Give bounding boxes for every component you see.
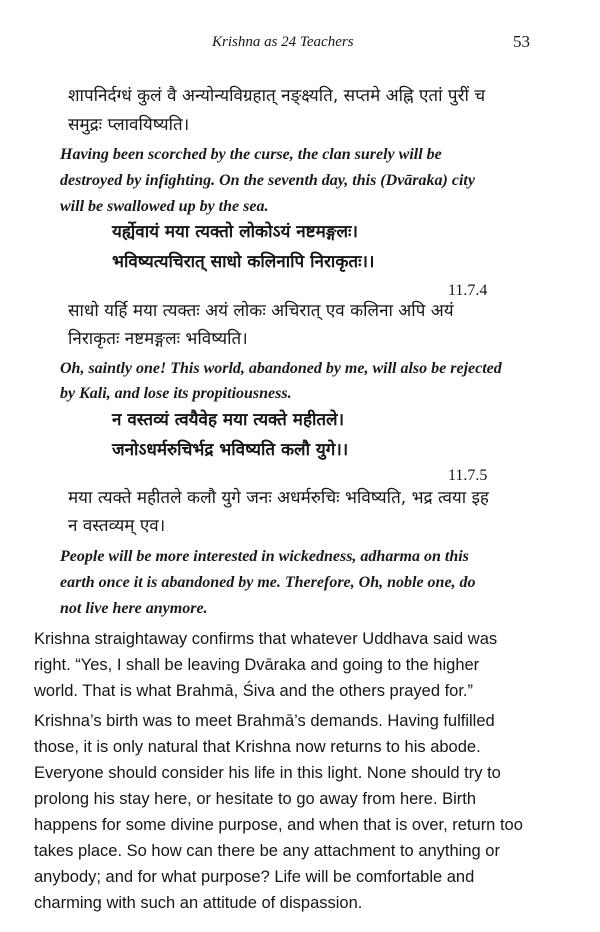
- paragraph-line: takes place. So how can there be any attachment to anything or: [34, 842, 500, 860]
- paragraph-line: prolong his stay here, or hesitate to go away from here. Birth: [34, 790, 477, 808]
- translation-line: People will be more interested in wickedness, adharma on this: [60, 548, 469, 565]
- verse-line: न वस्तव्यं त्वयैवेह मया त्यक्ते महीतले।: [112, 410, 345, 430]
- page-number: 53: [513, 32, 530, 51]
- sanskrit-prose-line: समुद्रः प्लावयिष्यति।: [68, 115, 190, 135]
- verse-line: यर्ह्येवायं मया त्यक्तो लोकोऽयं नष्टमङ्गलः।: [112, 222, 358, 242]
- commentary-paragraph: [34, 708, 562, 916]
- paragraph-line: those, it is only natural that Krishna now returns to his abode.: [34, 738, 481, 756]
- paragraph-line: Krishna’s birth was to meet Brahmā’s demands. Having fulfilled: [34, 712, 495, 730]
- sanskrit-prose-line: न वस्तव्यम् एव।: [68, 516, 166, 536]
- sanskrit-prose-line: साधो यर्हि मया त्यक्तः अयं लोकः अचिरात् एव कलिना अपि अयं: [68, 301, 454, 321]
- translation-line: not live here anymore.: [60, 600, 208, 617]
- paragraph-line: right. “Yes, I shall be leaving Dvāraka and going to the higher: [34, 656, 480, 674]
- translation-line: will be swallowed up by the sea.: [60, 198, 269, 215]
- running-header: [0, 34, 600, 56]
- translation-line: Oh, saintly one! This world, abandoned by me, will also be rejected: [60, 360, 502, 377]
- paragraph-line: happens for some divine purpose, and when that is over, return too: [34, 816, 523, 834]
- sanskrit-prose-line: मया त्यक्ते महीतले कलौ युगे जनः अधर्मरुचिः भविष्यति, भद्र त्वया इह: [68, 488, 489, 508]
- translation-line: by Kali, and lose its propitiousness.: [60, 385, 292, 402]
- sanskrit-prose-line: निराकृतः नष्टमङ्गलः भविष्यति।: [68, 329, 248, 349]
- paragraph-line: world. That is what Brahmā, Śiva and the others prayed for.”: [34, 682, 473, 700]
- paragraph-line: charming with such an attitude of dispassion.: [34, 894, 363, 912]
- sanskrit-prose-line: शापनिर्दग्धं कुलं वै अन्योन्यविग्रहात् नङ्क्ष्यति, सप्तमे अह्नि एतां पुरीं च: [68, 86, 486, 106]
- paragraph-line: anybody; and for what purpose? Life will be comfortable and: [34, 868, 475, 886]
- verse-number: 11.7.4: [448, 282, 488, 299]
- translation-line: destroyed by infighting. On the seventh day, this (Dvāraka) city: [60, 172, 475, 189]
- paragraph-line: Krishna straightaway confirms that whatever Uddhava said was: [34, 630, 498, 648]
- commentary-paragraph: [34, 626, 562, 704]
- paragraph-line: Everyone should consider his life in this light. None should try to: [34, 764, 501, 782]
- verse-number: 11.7.5: [448, 467, 488, 484]
- verse-line: भविष्यत्यचिरात् साधो कलिनापि निराकृतः।।: [112, 252, 375, 272]
- running-header-title: Krishna as 24 Teachers: [212, 34, 354, 50]
- translation-line: Having been scorched by the curse, the clan surely will be: [60, 146, 442, 163]
- translation-line: earth once it is abandoned by me. Therefore, Oh, noble one, do: [60, 574, 476, 591]
- verse-line: जनोऽधर्मरुचिर्भद्र भविष्यति कलौ युगे।।: [112, 440, 349, 460]
